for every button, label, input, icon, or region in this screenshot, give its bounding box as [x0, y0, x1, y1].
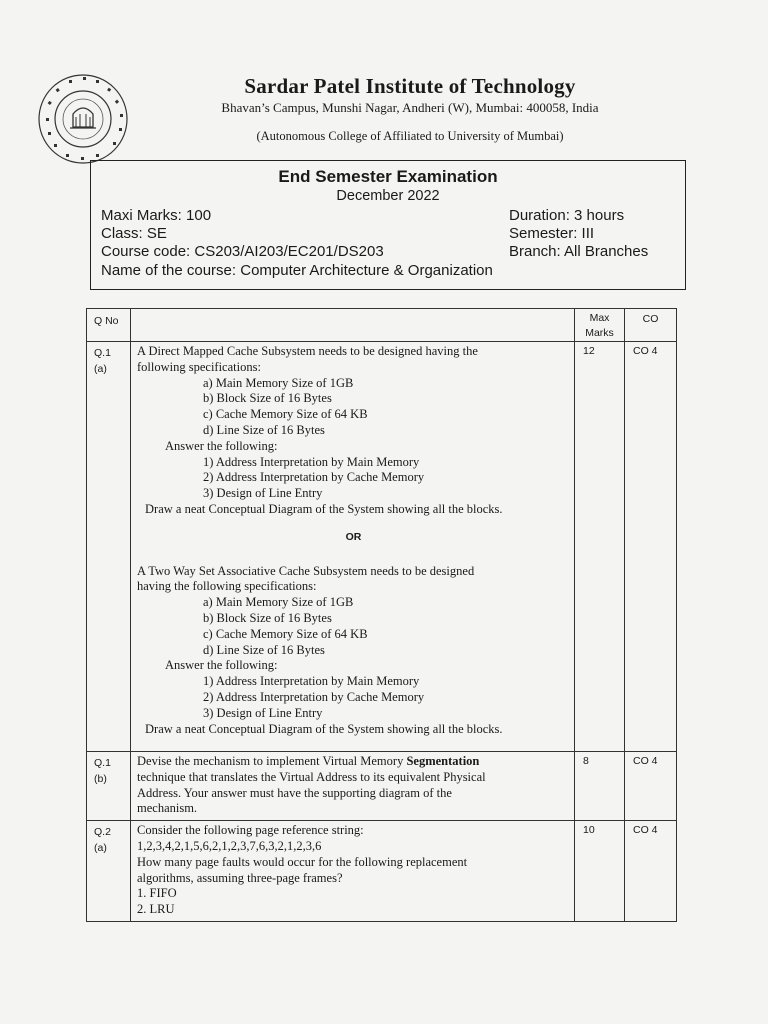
question-marks: 10 — [575, 821, 625, 922]
duration: Duration: 3 hours — [509, 207, 625, 224]
table-row — [87, 342, 677, 752]
institute-affiliation: (Autonomous College of Affiliated to University of Mumbai) — [256, 129, 564, 143]
header-question — [131, 309, 575, 342]
question-number: Q.2 (a) — [87, 821, 131, 922]
exam-date: December 2022 — [336, 188, 440, 204]
institute-name: Sardar Patel Institute of Technology — [244, 74, 576, 98]
exam-title: End Semester Examination — [278, 167, 498, 186]
header-qno: Q No — [87, 309, 131, 342]
course-code: Course code: CS203/AI203/EC201/DS203 — [101, 243, 384, 260]
question-text: Consider the following page reference string: 1,2,3,4,2,1,5,6,2,1,2,3,7,6,3,2,1,2,3,6 How many page faults would occur for the following replacement algorithms, assuming three-page frames? 1. FIFO 2. LRU — [131, 821, 575, 922]
max-marks: Maxi Marks: 100 — [101, 207, 212, 224]
question-number: Q.1 (a) — [87, 342, 131, 752]
question-marks: 8 — [575, 752, 625, 821]
header-co: CO — [625, 309, 677, 342]
table-row — [87, 752, 677, 821]
institute-address: Bhavan’s Campus, Munshi Nagar, Andheri (W), Mumbai: 400058, India — [221, 100, 599, 115]
branch: Branch: All Branches — [509, 243, 649, 260]
question-co: CO 4 — [625, 342, 677, 752]
table-header-row — [87, 309, 677, 342]
question-co: CO 4 — [625, 752, 677, 821]
institute-seal-logo — [36, 72, 130, 166]
question-text: Devise the mechanism to implement Virtual Memory Segmentation technique that translates the Virtual Address to its equivalent Physical Address. Your answer must have the supporting diagram of the mechanism. — [131, 752, 575, 821]
semester: Semester: III — [509, 225, 595, 242]
course-name: Name of the course: Computer Architecture & Organization — [101, 262, 493, 279]
class: Class: SE — [101, 225, 167, 242]
question-number: Q.1 (b) — [87, 752, 131, 821]
exam-details-box — [90, 160, 686, 290]
question-text: A Direct Mapped Cache Subsystem needs to be designed having the following specifications: a) Main Memory Size of 1GB b) Block Size of 16 Bytes c) Cache Memory Size of 64 KB d) Line Size of 16 Bytes Answer the following: 1) Address Interpretation by Main Memory 2) Address Interpretation by Cache Memory 3) Design of Line Entry Draw a neat Conceptual Diagram of the System showing all the blocks. OR A Two Way Set Associative Cache Subsystem needs to be designed having the following specifications: a) Main Memory Size of 1GB b) Block Size of 16 Bytes c) Cache Memory Size of 64 KB d) Line Size of 16 Bytes Answer the following: 1) Address Interpretation by Main Memory 2) Address Interpretation by Cache Memory 3) Design of Line Entry Draw a neat Conceptual Diagram of the System showing all the blocks. — [131, 342, 575, 752]
question-co: CO 4 — [625, 821, 677, 922]
question-marks: 12 — [575, 342, 625, 752]
table-row — [87, 821, 677, 922]
or-separator: OR — [345, 530, 362, 543]
header-max-marks: Max Marks — [575, 309, 625, 342]
question-table — [86, 308, 677, 922]
